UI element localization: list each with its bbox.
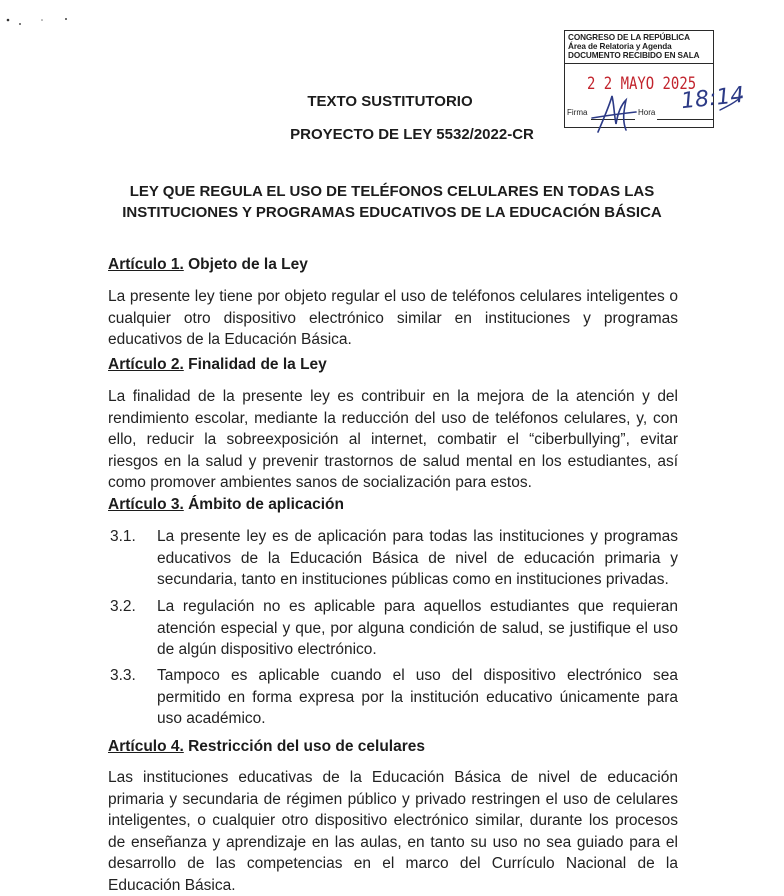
- document-title: TEXTO SUSTITUTORIO: [307, 93, 473, 110]
- article-number: Artículo 1.: [108, 256, 184, 273]
- stamp-date: 2 2 MAYO 2025: [587, 74, 697, 94]
- item-text: La regulación no es aplicable para aquellos estudiantes que requieran atención especial y que, por alguna condición de salud, se justifique el uso de algún dispositivo electrónico.: [157, 598, 678, 658]
- stamp-hora-label: Hora: [638, 108, 656, 117]
- item-number: 3.3.: [110, 667, 136, 684]
- stamp-firma-label: Firma: [567, 108, 588, 117]
- article-title: Ámbito de aplicación: [188, 496, 344, 513]
- article-1-heading: [108, 256, 308, 274]
- article-1-text: La presente ley tiene por objeto regular el uso de teléfonos celulares inteligentes o cualquier otro dispositivo electrónico similar en instituciones y programas educativos de la Educación Básica.: [108, 288, 678, 348]
- article-4-text: Las instituciones educativas de la Educación Básica de nivel de educación primaria y secundaria de régimen público y privado restringen el uso de celulares inteligentes, o cualquier otro dispositivo electrónico similar, durante los procesos de enseñanza y aprendizaje en las aulas, en tanto su uso no sea guiado para el desarrollo de las competencias en el marco del Currículo Nacional de la Educación Básica.: [108, 769, 678, 894]
- article-4-heading: [108, 738, 425, 756]
- article-title: Restricción del uso de celulares: [188, 738, 426, 755]
- article-title: Objeto de la Ley: [188, 256, 308, 273]
- item-text: Tampoco es aplicable cuando el uso del dispositivo electrónico sea permitido en forma expresa por la institución educativo únicamente para uso académico.: [157, 667, 678, 727]
- item-number: 3.1.: [110, 528, 136, 545]
- article-number: Artículo 4.: [108, 738, 184, 755]
- bill-number: PROYECTO DE LEY 5532/2022-CR: [290, 126, 534, 143]
- stamp-line-1: CONGRESO DE LA REPÚBLICA: [568, 33, 690, 42]
- article-2-text: La finalidad de la presente ley es contribuir en la mejora de la atención y del rendimiento escolar, mediante la reducción del uso de teléfonos celulares, y, con ello, reducir la sobreexposición al internet, combatir el “ciberbullying”, evitar riesgos en la salud y prevenir trastornos de salud mental en los estudiantes, así como promover ambientes sanos de socialización para estos.: [108, 388, 678, 491]
- article-number: Artículo 3.: [108, 496, 184, 513]
- article-number: Artículo 2.: [108, 356, 184, 373]
- stamp-line-3: DOCUMENTO RECIBIDO EN SALA: [568, 51, 700, 61]
- item-number: 3.2.: [110, 598, 136, 615]
- handwritten-time: 18:14: [679, 82, 746, 115]
- article-title: Finalidad de la Ley: [188, 356, 327, 373]
- article-2-heading: [108, 356, 327, 374]
- item-text: La presente ley es de aplicación para todas las instituciones y programas educativos de la Educación Básica de nivel de educación primaria y secundaria, tanto en instituciones públicas como en instituciones privadas.: [157, 528, 678, 588]
- stamp-line-2: Área de Relatoria y Agenda: [568, 42, 672, 52]
- article-3-heading: [108, 496, 344, 514]
- law-heading: LEY QUE REGULA EL USO DE TELÉFONOS CELULARES EN TODAS LAS INSTITUCIONES Y PROGRAMAS EDUCATIVOS DE LA EDUCACIÓN BÁSICA: [122, 183, 662, 221]
